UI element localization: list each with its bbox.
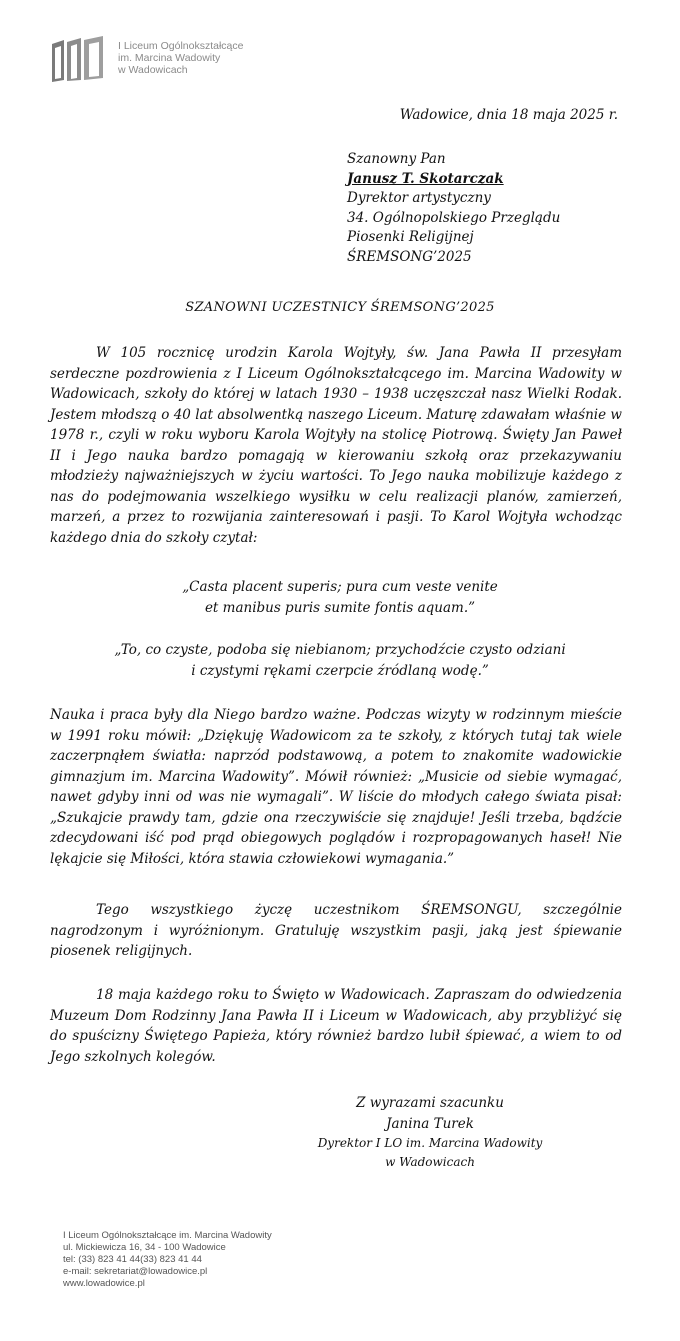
letter-date: Wadowice, dnia 18 maja 2025 r. — [399, 107, 618, 123]
footer-line: I Liceum Ogólnokształcące im. Marcina Wadowity — [63, 1230, 272, 1241]
school-logo — [50, 34, 300, 84]
school-logo-mark-icon — [50, 34, 106, 84]
footer-website: www.lowadowice.pl — [63, 1278, 145, 1289]
addressee-name: Janusz T. Skotarczak — [347, 170, 504, 187]
logo-text — [118, 40, 243, 76]
latin-quote — [0, 577, 680, 618]
logo-line: I Liceum Ogólnokształcące — [118, 40, 244, 52]
paragraph-4: 18 maja każdego roku to Święto w Wadowicach. Zapraszam do odwiedzenia Muzeum Dom Rodzinny Jana Pawła II i Liceum w Wadowicach, aby przybliżyć się do spuścizny Świętego Papieża, który również bardzo lubił śpiewać, a wiem to od Jego szkolnych kolegów. — [50, 987, 622, 1065]
footer-contact — [63, 1230, 272, 1290]
footer-email: e-mail: sekretariat@lowadowice.pl — [63, 1266, 208, 1277]
signer-place: w Wadowicach — [385, 1155, 475, 1169]
signer-title: Dyrektor I LO im. Marcina Wadowity — [317, 1136, 543, 1150]
addressee-block — [347, 150, 560, 267]
addressee-line: 34. Ogólnopolskiego Przeglądu — [347, 209, 561, 226]
paragraph-2: Nauka i praca były dla Niego bardzo ważne. Podczas wizyty w rodzinnym mieście w 1991 roku mówił: „Dziękuję Wadowicom za te szkoły, z których tutaj tak wiele zaczerpnąłem światła: naprzód podstawową, a potem to znakomite wadowickie gimnazjum im. Marcina Wadowity”. Mówił również: „Musicie od siebie wymagać, nawet gdyby inni od was nie wymagali”. W liście do młodych całego świata pisał: „Szukajcie prawdy tam, gdzie ona rzeczywiście się znajduje! Jeśli trzeba, bądźcie zdecydowani iść pod prąd obiegowych poglądów i rozpropagowanych haseł! Nie lękajcie się Miłości, która stawia człowiekowi wymagania.” — [50, 707, 622, 867]
salutation: Szanowny Pan — [347, 151, 446, 167]
paragraph-1: W 105 rocznicę urodzin Karola Wojtyły, św. Jana Pawła II przesyłam serdeczne pozdrowienia z I Liceum Ogólnokształcącego im. Marcina Wadowity w Wadowicach, szkoły do której w latach 1930 – 1938 uczęszczał nasz Wielki Rodak. Jestem młodszą o 40 lat absolwentką naszego Liceum. Maturę zdawałam właśnie w 1978 r., czyli w roku wyboru Karola Wojtyły na stolicę Piotrową. Święty Jan Paweł II i Jego nauka bardzo pomagają w kierowaniu szkołą oraz przekazywaniu młodzieży najważniejszych w życiu wartości. To Jego nauka mobilizuje każdego z nas do podejmowania wszelkiego wysiłku w celu realizacji planów, zamierzeń, marzeń, a przez to rozwijania zainteresowań i pasji. To Karol Wojtyła wchodząc każdego dnia do szkoły czytał: — [50, 345, 622, 546]
logo-line: im. Marcina Wadowity — [118, 52, 221, 64]
logo-line: w Wadowicach — [118, 64, 188, 76]
quote-line: „Casta placent superis; pura cum veste venite — [182, 579, 498, 595]
closing-regards: Z wyrazami szacunku — [356, 1095, 504, 1111]
paragraph-3: Tego wszystkiego życzę uczestnikom ŚREMSONGU, szczególnie nagrodzonym i wyróżnionym. Gratuluję wszystkim pasji, jaką jest śpiewanie piosenek religijnych. — [50, 902, 622, 959]
quote-line: i czystymi rękami czerpcie źródlaną wodę.” — [191, 662, 489, 679]
footer-line: tel: (33) 823 41 44(33) 823 41 44 — [63, 1254, 202, 1265]
quote-line: „To, co czyste, podoba się niebianom; przychodźcie czysto odziani — [114, 642, 566, 658]
footer-line: ul. Mickiewicza 16, 34 - 100 Wadowice — [63, 1242, 226, 1253]
closing-block — [280, 1093, 580, 1172]
addressee-line: ŚREMSONG’2025 — [347, 248, 472, 265]
addressee-line: Dyrektor artystyczny — [347, 190, 491, 206]
addressee-line: Piosenki Religijnej — [347, 229, 474, 245]
signer-name: Janina Turek — [386, 1115, 474, 1132]
quote-line: et manibus puris sumite fontis aquam.” — [204, 599, 476, 616]
polish-quote — [0, 640, 680, 681]
letter-heading: SZANOWNI UCZESTNICY ŚREMSONG’2025 — [185, 300, 495, 315]
